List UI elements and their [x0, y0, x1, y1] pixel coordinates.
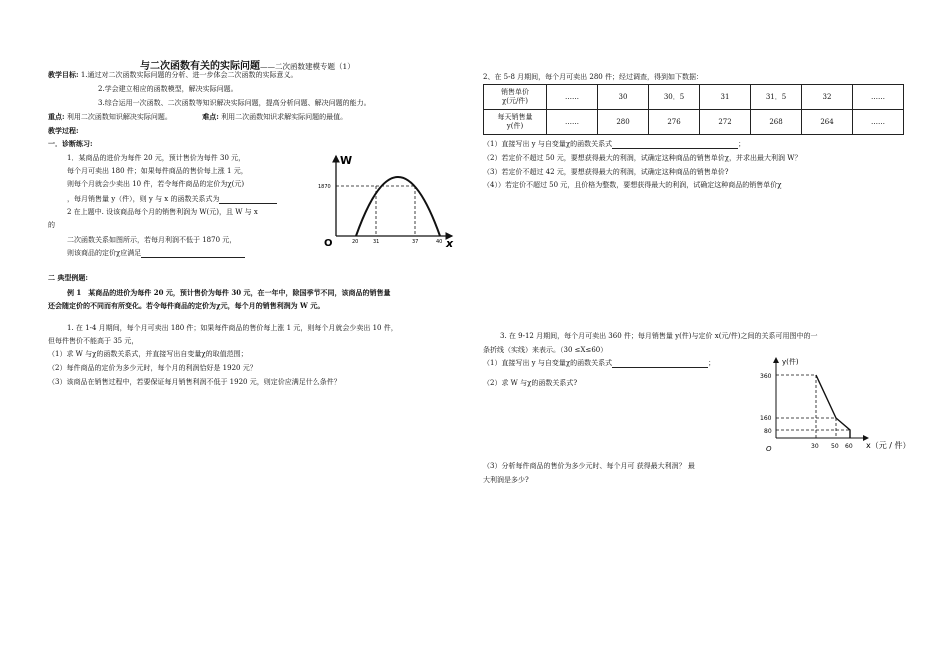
table-cell: 销售单价 χ(元/件) — [484, 85, 547, 110]
table-cell: 264 — [802, 110, 853, 135]
answer-blank[interactable] — [612, 359, 708, 368]
x-axis-label: x（元 / 件） — [866, 441, 911, 450]
question1-part1: （1）求 W 与χ的函数关系式，并直接写出自变量χ的取值范围； — [48, 350, 248, 358]
origin-label: O — [766, 445, 772, 453]
table-cell: 30 — [598, 85, 649, 110]
teaching-goal-3: 3.综合运用一次函数、二次函数等知识解决实际问题，提高分析问题、解决问题的能力。 — [98, 99, 371, 107]
y-tick-360: 360 — [760, 373, 772, 380]
table-cell: 每天销售量 y(件) — [484, 110, 547, 135]
question1-line1: 1. 在 1-4 月期间，每个月可卖出 180 件；如果每件商品的售价每上涨 1 元，则每个月就会少卖出 10 件， — [67, 324, 398, 332]
x-tick-30: 30 — [811, 443, 819, 450]
page-title: 与二次函数有关的实际问题——二次函数建模专题（1） — [140, 61, 355, 72]
question1-part3: （3）该商品在销售过程中，若要保证每月销售利润不低于 1920 元，则定价应满足什么条件？ — [48, 378, 341, 386]
x-tick-60: 60 — [845, 443, 853, 450]
x-tick-40: 40 — [436, 239, 443, 245]
question2-intro: 2、在 5-8 月期间，每个月可卖出 280 件；经过调查，得到如下数据： — [483, 73, 703, 81]
table-cell: 31．5 — [751, 85, 802, 110]
table-cell: 276 — [649, 110, 700, 135]
question3-line2: 条折线（实线）来表示。（30 ≤X≤60） — [483, 346, 608, 354]
answer-blank[interactable] — [612, 140, 738, 149]
question2-part1: （1）直接写出 y 与自变量χ的函数关系式 ； — [483, 140, 746, 148]
origin-label: O — [324, 238, 333, 249]
problem1-line8: 则该商品的定价χ应满足 — [67, 248, 245, 258]
teaching-goal-1: 教学目标: 1.通过对二次函数实际问题的分析、进一步体会二次函数的实际意义。 — [48, 70, 298, 79]
profit-parabola-graph — [318, 150, 458, 250]
table-cell: …… — [853, 85, 904, 110]
table-cell: 280 — [598, 110, 649, 135]
section-diagnostic: 一．诊断练习: — [48, 139, 93, 148]
table-row — [484, 85, 904, 110]
question3-part1: （1）直接写出 y 与自变量χ的函数关系式 ； — [483, 359, 716, 367]
question3-part3-line1: （3）分析每件商品的售价为多少元时、每个月可 获得最大利润？ 最 — [483, 462, 695, 470]
sales-volume-graph — [756, 352, 934, 456]
x-tick-50: 50 — [831, 443, 839, 450]
y-axis-label: y(件) — [782, 358, 799, 366]
problem1-line5: 2 在上题中. 设该商品每个月的销售利润为 W(元)，且 W 与 x — [67, 208, 258, 216]
problem1-line1: 1．某商品的进价为每件 20 元，预计售价为每件 30 元， — [67, 154, 246, 162]
table-cell: …… — [547, 85, 598, 110]
y-axis-label: W — [340, 154, 353, 167]
question2-part4: （4））若定价不超过 50 元，且价格为整数，要想获得最大的利润，试确定这种商品的销售单价χ — [483, 181, 782, 189]
x-tick-31: 31 — [373, 239, 380, 245]
table-cell: 31 — [700, 85, 751, 110]
piecewise-line — [816, 375, 850, 438]
section-examples: 二 典型例题: — [48, 273, 89, 282]
problem1-line7: 二次函数关系如图所示，若每月利润不低于 1870 元， — [67, 236, 237, 244]
table-cell: 32 — [802, 85, 853, 110]
y-tick-80: 80 — [764, 428, 772, 435]
process-heading: 教学过程: — [48, 126, 79, 135]
x-tick-20: 20 — [352, 239, 359, 245]
x-tick-37: 37 — [412, 239, 419, 245]
answer-blank[interactable] — [219, 195, 277, 204]
question3-part2: （2）求 W 与χ的函数关系式? — [483, 379, 578, 387]
sales-data-table — [483, 84, 904, 135]
problem1-line3: 则每个月就会少卖出 10 件，若令每件商品的定价为χ(元) — [67, 180, 245, 188]
answer-blank[interactable] — [141, 249, 245, 258]
x-axis-label: x — [446, 237, 454, 250]
table-cell: 268 — [751, 110, 802, 135]
question3-line1: 3. 在 9-12 月期间，每个月可卖出 360 件；每月销售量 y(件)与定价 x(元/件)之间的关系可用图中的一 — [500, 332, 818, 340]
y-tick-1870: 1870 — [318, 184, 331, 190]
focus-difficulty: 重点: 利用二次函数知识解决实际问题。 难点: 利用二次函数知识求解实际问题的最值。 — [48, 112, 348, 121]
problem1-line2: 每个月可卖出 180 件；如果每件商品的售价每上涨 1 元， — [67, 167, 248, 175]
table-cell: …… — [853, 110, 904, 135]
question2-part3: （3）若定价不超过 42 元，要想获得最大的利润，试确定这种商品的销售单价? — [483, 168, 729, 176]
y-tick-160: 160 — [760, 415, 772, 422]
table-cell: …… — [547, 110, 598, 135]
question3-part3-line2: 大利润是多少? — [483, 476, 529, 484]
table-cell: 30．5 — [649, 85, 700, 110]
example1-line2: 还会随定价的不同而有所变化。若令每件商品的定价为χ元，每个月的销售利润为 W 元。 — [48, 301, 325, 310]
question2-part2: （2）若定价不超过 50 元，要想获得最大的利润，试确定这种商品的销售单价χ，并求出最大利润 W？ — [483, 154, 802, 162]
table-cell: 272 — [700, 110, 751, 135]
problem1-line4: ，每月销售量 y（件），则 y 与 x 的函数关系式为 — [67, 194, 277, 204]
teaching-goal-2: 2.学会建立相应的函数模型，解决实际问题。 — [98, 85, 238, 93]
question1-line2: 但每件售价不能高于 35 元， — [48, 337, 139, 345]
table-row — [484, 110, 904, 135]
example1-line1: 例 1 某商品的进价为每件 20 元，预计售价为每件 30 元，在一年中，除国季节不同，该商品的销售量 — [67, 288, 391, 297]
question1-part2: （2）每件商品的定价为多少元时，每个月的利润恰好是 1920 元？ — [48, 364, 257, 372]
problem1-line6: 的 — [48, 221, 55, 229]
